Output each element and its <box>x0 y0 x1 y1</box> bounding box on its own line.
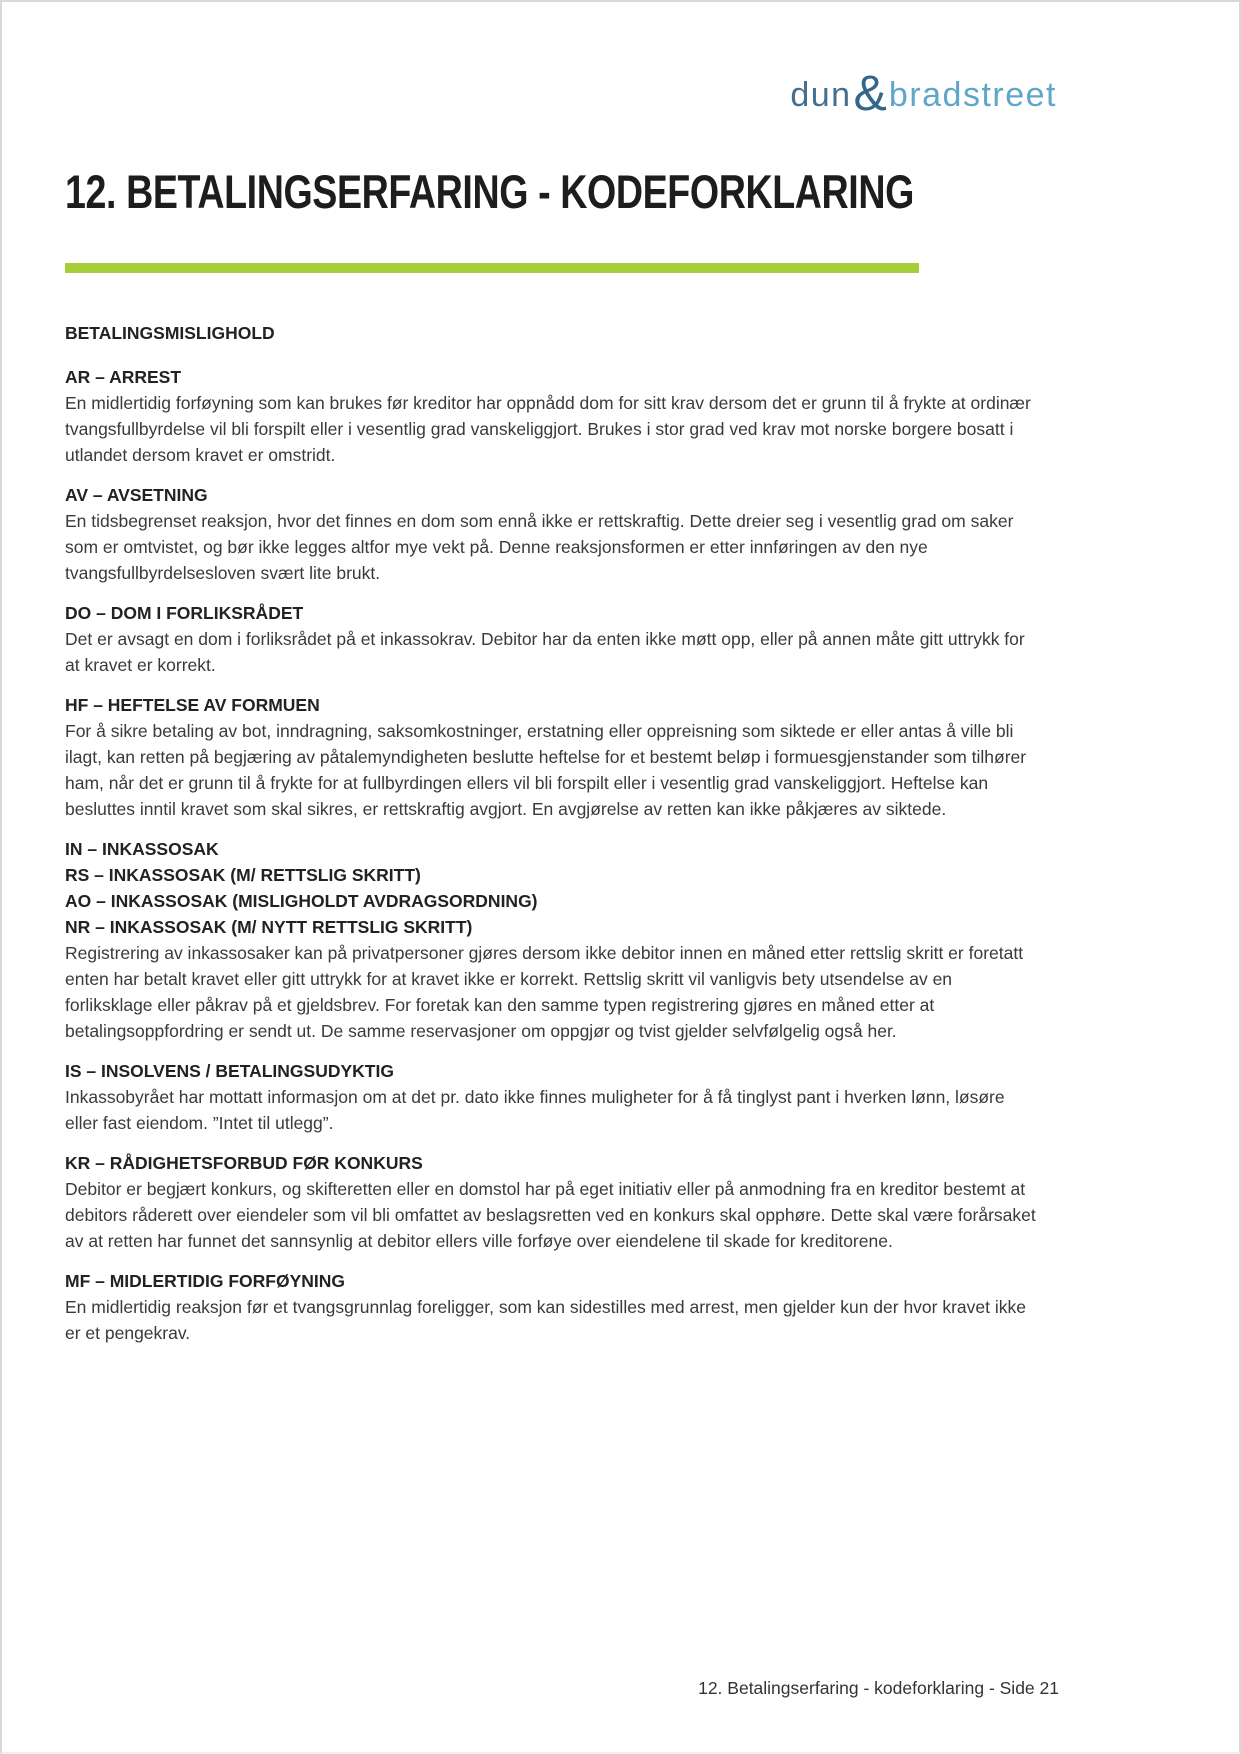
page-title: 12. BETALINGSERFARING - KODEFORKLARING <box>65 165 914 218</box>
code-entry <box>65 692 1037 822</box>
entry-heading: AO – INKASSOSAK (MISLIGHOLDT AVDRAGSORDNING) <box>65 891 538 911</box>
entry-heading: IS – INSOLVENS / BETALINGSUDYKTIG <box>65 1061 394 1081</box>
entry-heading: AR – ARREST <box>65 367 182 387</box>
entry-body: En midlertidig reaksjon før et tvangsgrunnlag foreligger, som kan sidestilles med arrest, men gjelder kun der hvor kravet ikke er et pengekrav. <box>65 1297 1026 1343</box>
entry-heading: IN – INKASSOSAK <box>65 839 219 859</box>
entry-body: En midlertidig forføyning som kan brukes før kreditor har oppnådd dom for sitt krav dersom det er grunn til å frykte at ordinær tvangsfullbyrdelse vil bli forspilt eller i vesentlig grad vanskeliggjort. Brukes i stor grad ved krav mot norske borgere bosatt i utlandet dersom kravet er omstridt. <box>65 393 1031 465</box>
entry-heading: KR – RÅDIGHETSFORBUD FØR KONKURS <box>65 1153 423 1173</box>
entry-body: For å sikre betaling av bot, inndragning, saksomkostninger, erstatning eller oppreisning som siktede er eller antas å ville bli ilagt, kan retten på begjæring av påtalemyndigheten beslutte heftelse for et bestemt beløp i formuesgjenstander som tilhører ham, når det er grunn til å frykte for at fullbyrdingen ellers vil bli forspilt eller i vesentlig grad vanskeliggjort. Heftelse kan besluttes inntil kravet som skal sikres, er rettskraftig avgjort. En avgjørelse av retten kan ikke påkjæres av siktede. <box>65 721 1027 819</box>
logo-text-bradstreet: bradstreet <box>888 76 1057 114</box>
entry-headings <box>65 1268 1037 1294</box>
section-header: BETALINGSMISLIGHOLD <box>65 323 275 343</box>
entries <box>65 364 1037 1346</box>
entry-body: Det er avsagt en dom i forliksrådet på et inkassokrav. Debitor har da enten ikke møtt opp, eller på annen måte gitt uttrykk for at kravet er korrekt. <box>65 629 1025 675</box>
entry-headings <box>65 836 1037 940</box>
title-underline-bar <box>65 263 919 273</box>
entry-body: Debitor er begjært konkurs, og skifteretten eller en domstol har på eget initiativ eller på anmodning fra en kreditor bestemt at debitors råderett over eiendeler som vil bli omfattet av beslagsretten ved en konkurs skal opphøre. Dette skal være forårsaket av at retten har funnet det sannsynlig at debitor ellers ville forføye over eiendelene til skade for kreditorene. <box>65 1179 1036 1251</box>
entry-heading: RS – INKASSOSAK (M/ RETTSLIG SKRITT) <box>65 865 421 885</box>
entry-heading: HF – HEFTELSE AV FORMUEN <box>65 695 320 715</box>
document-body <box>65 320 1037 1360</box>
code-entry <box>65 1058 1037 1136</box>
entry-headings <box>65 364 1037 390</box>
ampersand-icon: & <box>853 65 887 121</box>
entry-headings <box>65 1058 1037 1084</box>
page-footer: 12. Betalingserfaring - kodeforklaring - Side 21 <box>698 1678 1059 1698</box>
entry-headings <box>65 482 1037 508</box>
entry-heading: MF – MIDLERTIDIG FORFØYNING <box>65 1271 345 1291</box>
code-entry <box>65 482 1037 586</box>
entry-heading: AV – AVSETNING <box>65 485 208 505</box>
entry-headings <box>65 1150 1037 1176</box>
code-entry <box>65 836 1037 1044</box>
dun-bradstreet-logo <box>790 64 1057 121</box>
code-entry <box>65 364 1037 468</box>
entry-body: Registrering av inkassosaker kan på privatpersoner gjøres dersom ikke debitor innen en måned etter rettslig skritt er foretatt enten har betalt kravet eller gitt uttrykk for at kravet ikke er korrekt. Rettslig skritt vil vanligvis bety utsendelse av en forliksklage eller påkrav på et gjeldsbrev. For foretak kan den samme typen registrering gjøres en måned etter at betalingsoppfordring er sendt ut. De samme reservasjoner om oppgjør og tvist gjelder selvfølgelig også her. <box>65 943 1024 1041</box>
logo-text-dun: dun <box>790 76 852 114</box>
entry-body: Inkassobyrået har mottatt informasjon om at det pr. dato ikke finnes muligheter for å få tinglyst pant i hverken lønn, løsøre eller fast eiendom. ”Intet til utlegg”. <box>65 1087 1005 1133</box>
code-entry <box>65 1268 1037 1346</box>
code-entry <box>65 600 1037 678</box>
entry-headings <box>65 692 1037 718</box>
entry-body: En tidsbegrenset reaksjon, hvor det finnes en dom som ennå ikke er rettskraftig. Dette dreier seg i vesentlig grad om saker som er omtvistet, og bør ikke legges altfor mye vekt på. Denne reaksjonsformen er etter innføringen av den nye tvangsfullbyrdelsesloven svært lite brukt. <box>65 511 1014 583</box>
entry-headings <box>65 600 1037 626</box>
entry-heading: NR – INKASSOSAK (M/ NYTT RETTSLIG SKRITT) <box>65 917 473 937</box>
code-entry <box>65 1150 1037 1254</box>
entry-heading: DO – DOM I FORLIKSRÅDET <box>65 603 304 623</box>
